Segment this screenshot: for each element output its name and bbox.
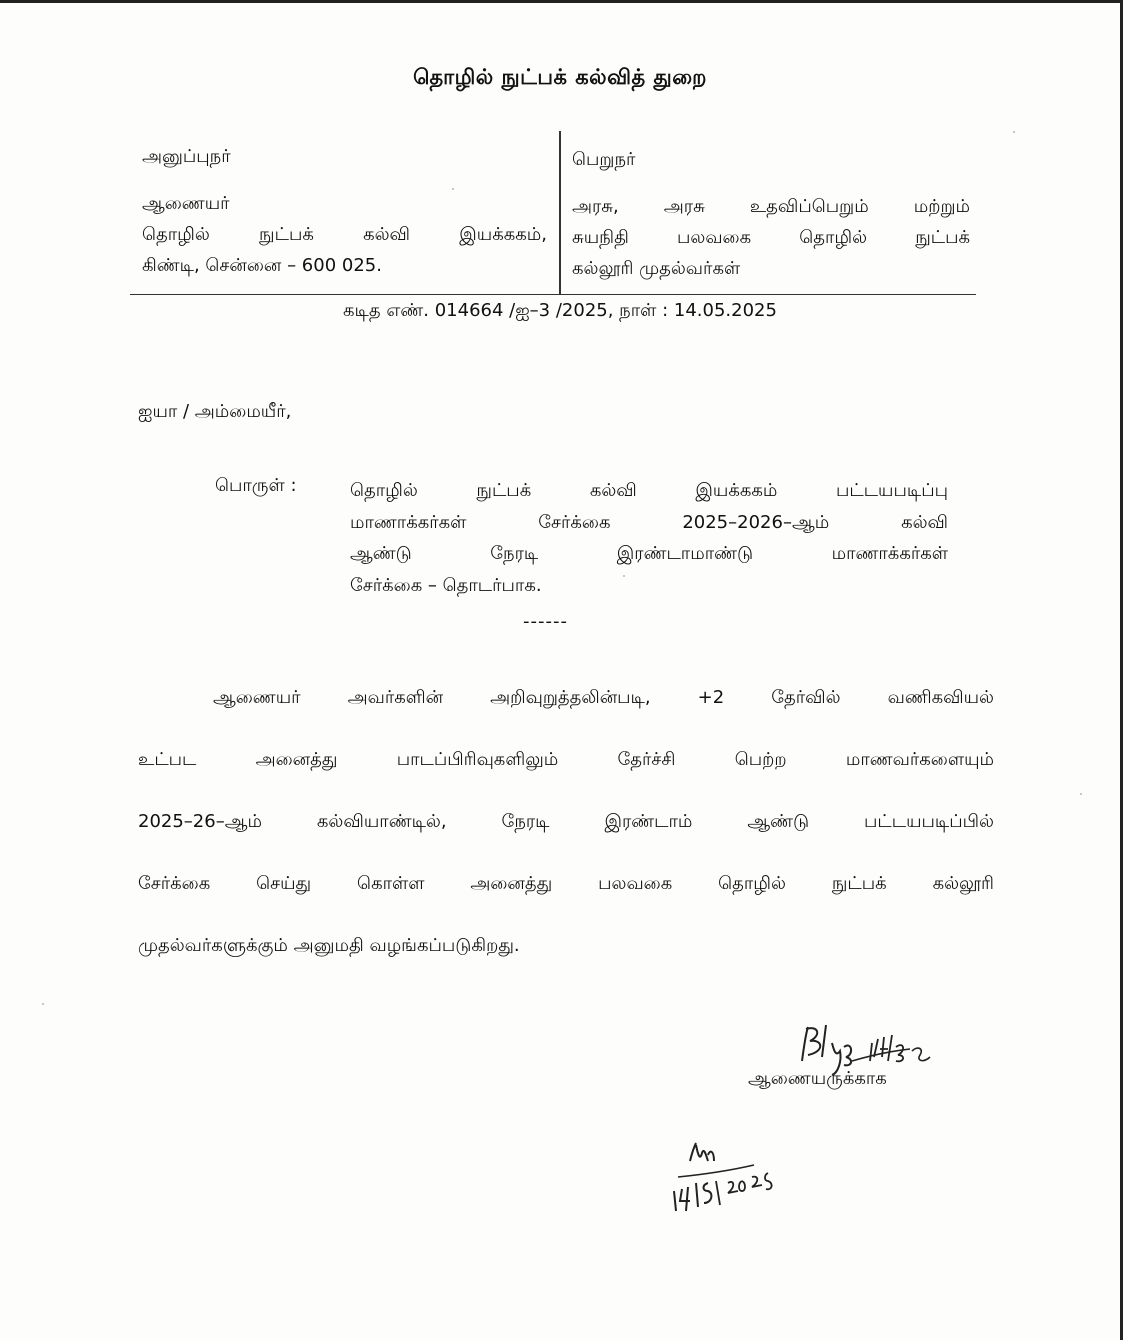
sender-line: கிண்டி, சென்னை – 600 025. <box>142 255 382 276</box>
subject-line: ஆண்டு நேரடி இரண்டாமாண்டு மாணாக்கர்கள் <box>350 543 948 564</box>
subject-line: சேர்க்கை – தொடர்பாக. <box>350 574 542 596</box>
sender-line: தொழில் நுட்பக் கல்வி இயக்ககம், <box>142 224 547 245</box>
recipient-column <box>572 144 970 284</box>
address-block <box>130 131 976 295</box>
body-line: சேர்க்கை செய்து கொள்ள அனைத்து பலவகை தொழில் நுட்பக் கல்லூரி <box>138 873 994 894</box>
paper-speck <box>452 188 454 190</box>
sender-heading: அனுப்புநர் <box>142 146 231 167</box>
sender-column <box>142 141 547 281</box>
sender-line: ஆணையர் <box>142 193 230 214</box>
body-line: முதல்வர்களுக்கும் அனுமதி வழங்கப்படுகிறது. <box>138 935 520 956</box>
paper-speck <box>1080 793 1082 795</box>
letter-number: கடித எண். 014664 /ஐ–3 /2025, நாள் : 14.05.2025 <box>343 300 777 321</box>
body-line: 2025–26–ஆம் கல்வியாண்டில், நேரடி இரண்டாம் ஆண்டு பட்டயபடிப்பில் <box>138 811 994 832</box>
subject-line: மாணாக்கர்கள் சேர்க்கை 2025–2026–ஆம் கல்வி <box>350 511 948 533</box>
body-line: உட்பட அனைத்து பாடப்பிரிவுகளிலும் தேர்ச்சி பெற்ற மாணவர்களையும் <box>138 749 994 770</box>
subject-text <box>350 475 948 601</box>
body-paragraph <box>138 667 994 977</box>
handwritten-initials <box>668 1131 788 1217</box>
subject-line: தொழில் நுட்பக் கல்வி இயக்ககம் பட்டயபடிப்பு <box>350 480 948 501</box>
address-divider <box>559 131 561 294</box>
paper-speck <box>1013 131 1015 133</box>
subject-separator: ------ <box>523 611 568 632</box>
signature-label: ஆணையருக்காக <box>748 1068 887 1089</box>
paper-speck <box>623 575 625 577</box>
recipient-line: அரசு, அரசு உதவிப்பெறும் மற்றும் <box>572 196 970 217</box>
recipient-line: சுயநிதி பலவகை தொழில் நுட்பக் <box>572 227 970 248</box>
department-title: தொழில் நுட்பக் கல்வித் துறை <box>413 65 707 89</box>
body-line: ஆணையர் அவர்களின் அறிவுறுத்தலின்படி, +2 தேர்வில் வணிகவியல் <box>213 687 994 708</box>
recipient-heading: பெறுநர் <box>572 149 636 170</box>
recipient-line: கல்லூரி முதல்வர்கள் <box>572 258 741 279</box>
subject-label: பொருள் : <box>215 475 297 496</box>
salutation: ஐயா / அம்மையீர், <box>138 401 292 422</box>
paper-speck <box>42 1003 44 1005</box>
